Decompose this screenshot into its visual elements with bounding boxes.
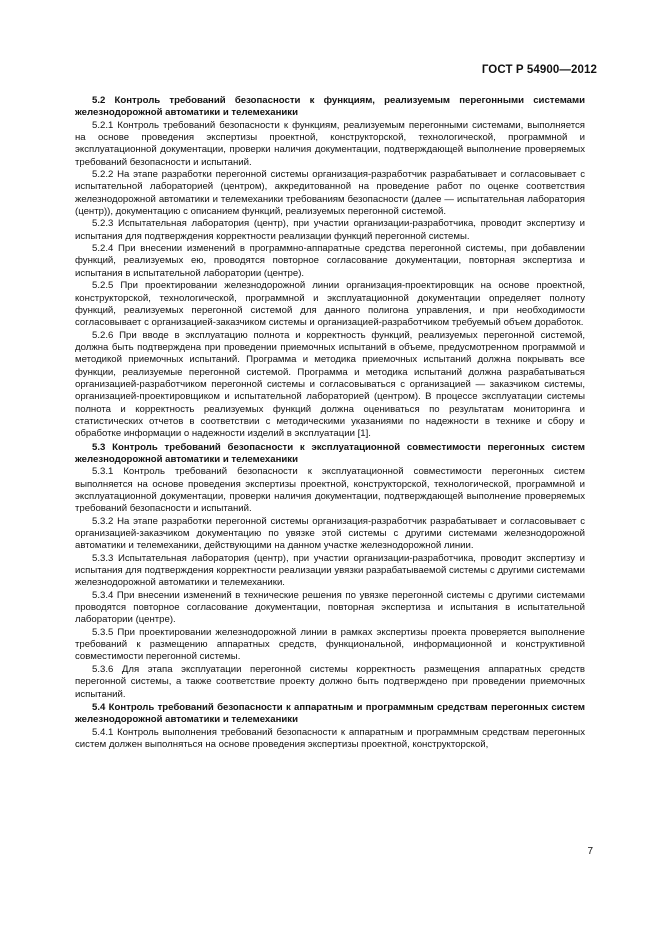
paragraph-5-4-1: 5.4.1 Контроль выполнения требований безопасности к аппаратным и программным средствам перегонных систем должен выполняться на основе проведения экспертизы проектной, конструкторской, [75, 726, 585, 750]
section-heading-5-2: 5.2 Контроль требований безопасности к функциям, реализуемым перегонными системами железнодорожной автоматики и телемеханики [75, 95, 585, 119]
standard-designation: ГОСТ Р 54900—2012 [481, 64, 597, 76]
paragraph-5-3-6: 5.3.6 Для этапа эксплуатации перегонной системы корректность размещения аппаратных средств перегонной системы, а также соответствие проекту должно быть подтверждено при проведении приемочных испытаний. [75, 663, 585, 700]
paragraph-5-2-2: 5.2.2 На этапе разработки перегонной системы организация-разработчик разрабатывает и согласовывает с испытательной лабораторией (центром), аккредитованной на проведение работ по оценке соответствия железнодорожной автоматики и телемеханики требованиям безопасности (далее — испытательная лаборатория (центр)), документацию с описанием функций, реализуемых перегонной системой. [75, 169, 585, 218]
section-heading-5-3: 5.3 Контроль требований безопасности к эксплуатационной совместимости перегонных систем железнодорожной автоматики и телемеханики [75, 441, 585, 465]
section-heading-5-4: 5.4 Контроль требований безопасности к аппаратным и программным средствам перегонных систем железнодорожной автоматики и телемеханики [75, 701, 585, 726]
paragraph-5-2-4: 5.2.4 При внесении изменений в программно-аппаратные средства перегонной системы, при добавлении функций, реализуемых ею, проводятся повторное согласование документации, повторная экспертиза и испытания в испытательной лаборатории (центре). [75, 243, 585, 279]
document-body [75, 94, 585, 751]
paragraph-5-2-1: 5.2.1 Контроль требований безопасности к функциям, реализуемым перегонными системами, выполняется на основе проведения экспертизы проектной, конструкторской, технологической, программной и эксплуатационной документации, проверки наличия документации, подтверждающей выполнение проверяемых требований безопасности и испытаний. [75, 119, 585, 168]
paragraph-5-3-5: 5.3.5 При проектировании железнодорожной линии в рамках экспертизы проекта проверяется выполнение требований к размещению аппаратных средств, функциональной, информационной и конструктивной совместимости перегонной системы. [75, 626, 585, 663]
paragraph-5-3-4: 5.3.4 При внесении изменений в технические решения по увязке перегонной системы с другими системами проводятся повторное согласование документации, повторная экспертиза и испытания в испытательной лаборатории (центре). [75, 589, 585, 626]
paragraph-5-2-6: 5.2.6 При вводе в эксплуатацию полнота и корректность функций, реализуемых перегонной системой, должна быть подтверждена при проведении приемочных испытаний в объеме, предусмотренном программой и методикой приемочных испытаний. Программа и методика приемочных испытаний должна покрывать все функции, реализуемые перегонной системой. Программа и методика испытаний должна разрабатываться организацией-разработчиком перегонной системы и согласовываться с организацией — заказчиком системы, организацией-проектировщиком и испытательной лабораторией (центром). В процессе эксплуатации системы полнота и корректность реализуемых функций должна оцениваться по результатам мониторинга и статистических отчетов в соответствии с методическими указаниями по надежности в технике и сбору и обработке информации о надежности изделий в эксплуатации [1]. [75, 329, 585, 440]
paragraph-5-3-2: 5.3.2 На этапе разработки перегонной системы организация-разработчик разрабатывает и согласовывает с организацией-заказчиком документацию по увязке этой системы с другими системами железнодорожной автоматики и телемеханики, действующими на данном участке железнодорожной линии. [75, 515, 585, 552]
paragraph-5-2-3: 5.2.3 Испытательная лаборатория (центр), при участии организации-разработчика, проводит экспертизу и испытания для подтверждения корректности реализации функций перегонной системы. [75, 218, 585, 242]
page-number: 7 [587, 846, 593, 857]
paragraph-5-3-3: 5.3.3 Испытательная лаборатория (центр), при участии организации-разработчика, проводит экспертизу и испытания для подтверждения корректности реализации увязки разрабатываемой системы с другими системами железнодорожной автоматики и телемеханики. [75, 552, 585, 589]
paragraph-5-3-1: 5.3.1 Контроль требований безопасности к эксплуатационной совместимости перегонных систем выполняется на основе проведения экспертизы проектной, конструкторской, технологической, программной и эксплуатационной документации, проверки наличия документации, подтверждающей выполнение проверяемых требований безопасности и испытаний. [75, 466, 585, 515]
paragraph-5-2-5: 5.2.5 При проектировании железнодорожной линии организация-проектировщик на основе проектной, конструкторской, технологической, программной и эксплуатационной документации определяет полноту функций, реализуемых перегонной системой для данного полигона управления, и при необходимости согласовывает с организацией-заказчиком системы и организацией-разработчиком требуемый объем доработок. [75, 280, 585, 329]
